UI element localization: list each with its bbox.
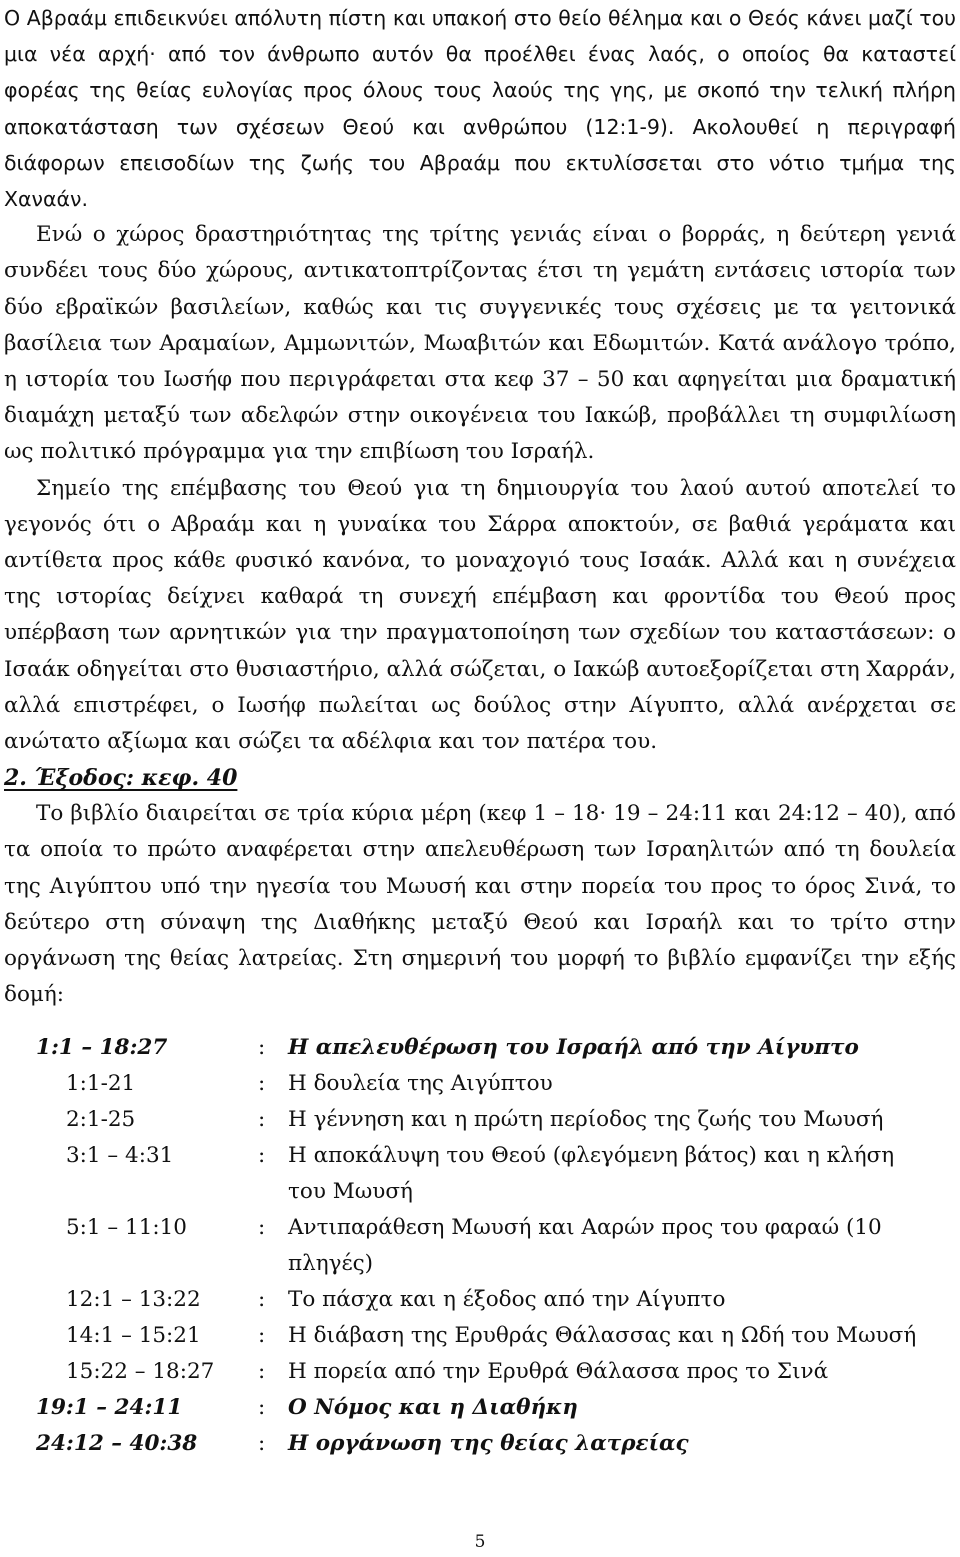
outline-reference: 5:1 – 11:10 (66, 1215, 187, 1240)
outline-reference: 2:1-25 (66, 1107, 136, 1132)
outline-separator: : (258, 1395, 266, 1420)
outline-description: Το πάσχα και η έξοδος από την Αίγυπτο (288, 1287, 726, 1312)
outline-reference: 1:1-21 (66, 1071, 136, 1096)
outline-row (0, 1426, 960, 1462)
outline-description: Η οργάνωση της θείας λατρείας (288, 1431, 689, 1456)
outline-row (0, 1138, 960, 1210)
outline-separator: : (258, 1107, 266, 1132)
page-number: 5 (474, 1532, 486, 1552)
outline-reference: 12:1 – 13:22 (66, 1287, 201, 1312)
outline-description: Η απελευθέρωση του Ισραήλ από την Αίγυπτο (288, 1035, 859, 1060)
paragraph-abraham: Ο Αβραάμ επιδεικνύει απόλυτη πίστη και υπακοή στο θείο θέλημα και ο Θεός κάνει μαζί του μια νέα αρχή· από τον άνθρωπο αυτόν θα προέλθει ένας λαός, ο οποίος θα καταστεί φορέας της θείας ευλογίας προς όλους τους λαούς της γης, με σκοπό την τελική πλήρη αποκατάσταση των σχέσεων Θεού και ανθρώπου (12:1-9). Ακολουθεί η περιγραφή διάφορων επεισοδίων της ζωής του Αβραάμ που εκτυλίσσεται στο νότιο τμήμα της Χαναάν. (4, 6, 956, 212)
outline-description: Ο Νόμος και η Διαθήκη (288, 1395, 578, 1420)
outline-row (0, 1210, 960, 1282)
outline-description: Η διάβαση της Ερυθράς Θάλασσας και η Ωδή του Μωυσή (288, 1323, 917, 1348)
outline-reference: 19:1 – 24:11 (36, 1395, 183, 1420)
outline-reference: 15:22 – 18:27 (66, 1359, 215, 1384)
outline-separator: : (258, 1143, 266, 1168)
paragraph-intervention: Σημείο της επέμβασης του Θεού για τη δημιουργία του λαού αυτού αποτελεί το γεγονός ότι ο Αβραάμ και η γυναίκα του Σάρρα αποκτούν, σε βαθιά γεράματα και αντίθετα προς κάθε φυσικό κανόνα, το μοναχογιό τους Ισαάκ. Αλλά και η συνέχεια της ιστορίας δείχνει καθαρά τη συνεχή επέμβαση και φροντίδα του Θεού προς υπέρβαση των αρνητικών για την πραγματοποίηση των σχεδίων του καταστάσεων: ο Ισαάκ οδηγείται στο θυσιαστήριο, αλλά σώζεται, ο Ιακώβ αυτοεξορίζεται στη Χαρράν, αλλά επιστρέφει, ο Ιωσήφ πωλείται ως δούλος στην Αίγυπτο, αλλά ανέρχεται σε ανώτατο αξίωμα και σώζει τα αδέλφια και τον πατέρα του. (4, 475, 956, 755)
paragraph-generations: Ενώ ο χώρος δραστηριότητας της τρίτης γενιάς είναι ο βορράς, η δεύτερη γενιά συνδέει τους δύο χώρους, αντικατοπτρίζοντας έτσι τη γεμάτη εντάσεις ιστορία των δύο εβραϊκών βασιλείων, καθώς και τις συγγενικές τους σχέσεις με τα γειτονικά βασίλεια των Αραμαίων, Αμμωνιτών, Μωαβιτών και Εδωμιτών. Κατά ανάλογο τρόπο, η ιστορία του Ιωσήφ που περιγράφεται στα κεφ 37 – 50 και αφηγείται μια δραματική διαμάχη μεταξύ των αδελφών στην οικογένεια του Ιακώβ, προβάλλει τη συμφιλίωση ως πολιτικό πρόγραμμα για την επιβίωση του Ισραήλ. (4, 222, 956, 465)
outline-row (0, 1354, 960, 1390)
outline-row (0, 1030, 960, 1066)
outline-separator: : (258, 1215, 266, 1240)
outline-row (0, 1066, 960, 1102)
outline-separator: : (258, 1287, 266, 1312)
outline-row (0, 1282, 960, 1318)
outline-description: Η δουλεία της Αιγύπτου (288, 1071, 553, 1096)
outline-row (0, 1318, 960, 1354)
book-outline (0, 1030, 960, 1462)
section-heading: 2. Έξοδος: κεφ. 40 (4, 765, 238, 792)
outline-description: Αντιπαράθεση Μωυσή και Ααρών προς του φαραώ (10 πληγές) (288, 1215, 882, 1276)
outline-reference: 1:1 – 18:27 (36, 1035, 168, 1060)
outline-reference: 24:12 – 40:38 (36, 1431, 198, 1456)
outline-row (0, 1102, 960, 1138)
outline-description: Η αποκάλυψη του Θεού (φλεγόμενη βάτος) και η κλήση του Μωυσή (288, 1143, 895, 1204)
outline-description: Η πορεία από την Ερυθρά Θάλασσα προς το Σινά (288, 1359, 829, 1384)
outline-description: Η γέννηση και η πρώτη περίοδος της ζωής του Μωυσή (288, 1107, 884, 1132)
paragraph-exodus-structure: Το βιβλίο διαιρείται σε τρία κύρια μέρη (κεφ 1 – 18· 19 – 24:11 και 24:12 – 40), από τα οποία το πρώτο αναφέρεται στην απελευθέρωση των Ισραηλιτών από τη δουλεία της Αιγύπτου υπό την ηγεσία του Μωυσή και στην πορεία του προς το όρος Σινά, το δεύτερο στη σύναψη της Διαθήκης μεταξύ Θεού και Ισραήλ και το τρίτο στην οργάνωση της θείας λατρείας. Στη σημερινή του μορφή το βιβλίο εμφανίζει την εξής δομή: (4, 801, 956, 1008)
outline-row (0, 1390, 960, 1426)
body-text (4, 0, 956, 1013)
outline-reference: 3:1 – 4:31 (66, 1143, 174, 1168)
outline-reference: 14:1 – 15:21 (66, 1323, 201, 1348)
outline-separator: : (258, 1323, 266, 1348)
outline-separator: : (258, 1035, 266, 1060)
outline-separator: : (258, 1431, 266, 1456)
outline-separator: : (258, 1359, 266, 1384)
outline-separator: : (258, 1071, 266, 1096)
